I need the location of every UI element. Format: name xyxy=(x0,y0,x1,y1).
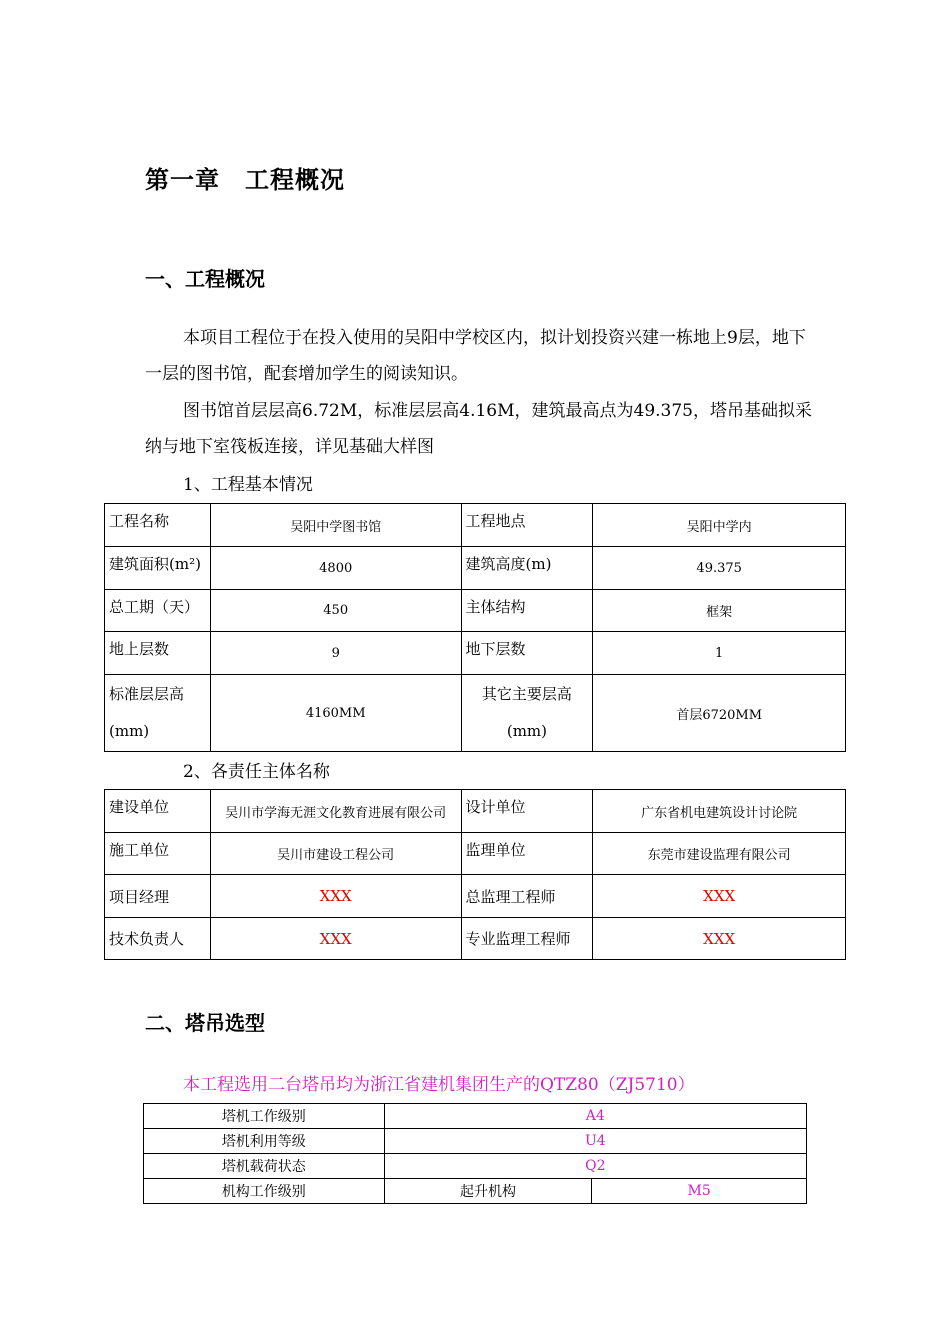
table-cell: XXX xyxy=(210,875,461,918)
table-cell: 吴阳中学图书馆 xyxy=(210,504,461,547)
table-row xyxy=(144,1129,807,1154)
table-row xyxy=(105,547,846,590)
table-cell: 450 xyxy=(210,590,461,632)
table-cell: 塔机载荷状态 xyxy=(144,1154,385,1179)
cell-line: 标准层层高 xyxy=(109,685,185,703)
table-cell: U4 xyxy=(384,1129,806,1154)
cell-line: (mm) xyxy=(109,722,150,740)
table-cell: 专业监理工程师 xyxy=(461,918,593,960)
table-cell: XXX xyxy=(593,918,846,960)
table-row xyxy=(105,675,846,752)
table-cell: Q2 xyxy=(384,1154,806,1179)
table-cell: 塔机利用等级 xyxy=(144,1129,385,1154)
table-row xyxy=(144,1104,807,1129)
table-cell: 总监理工程师 xyxy=(461,875,593,918)
section-title-tower-crane: 二、塔吊选型 xyxy=(145,1011,265,1035)
table-cell: 设计单位 xyxy=(461,790,593,833)
tower-crane-intro: 本工程选用二台塔吊均为浙江省建机集团生产的QTZ80（ZJ5710） xyxy=(183,1075,695,1095)
table-cell: 49.375 xyxy=(593,547,846,590)
table-cell: 地下层数 xyxy=(461,632,593,675)
table-cell: XXX xyxy=(593,875,846,918)
table-cell: 框架 xyxy=(593,590,846,632)
table-cell: 吴川市学海无涯文化教育进展有限公司 xyxy=(210,790,461,833)
table-cell xyxy=(461,675,593,752)
table-row xyxy=(105,833,846,875)
table-cell: 施工单位 xyxy=(105,833,211,875)
table-row xyxy=(105,918,846,960)
table-cell: 工程地点 xyxy=(461,504,593,547)
table-cell xyxy=(105,675,211,752)
table-cell: 建设单位 xyxy=(105,790,211,833)
table-cell: 4160MM xyxy=(210,675,461,752)
table-cell: 塔机工作级别 xyxy=(144,1104,385,1129)
table-cell: 监理单位 xyxy=(461,833,593,875)
tower-crane-spec-table xyxy=(143,1103,807,1204)
table-row xyxy=(105,590,846,632)
subsection-title-basic-info: 1、工程基本情况 xyxy=(183,475,313,495)
chapter-title: 第一章 工程概况 xyxy=(145,166,345,194)
table-cell: 技术负责人 xyxy=(105,918,211,960)
basic-info-table xyxy=(104,503,846,752)
table-cell: A4 xyxy=(384,1104,806,1129)
section-title-overview: 一、工程概况 xyxy=(145,267,265,291)
table-row xyxy=(144,1179,807,1204)
cell-line: (mm) xyxy=(506,722,547,740)
table-row xyxy=(105,504,846,547)
subsection-title-responsible-parties: 2、各责任主体名称 xyxy=(183,762,330,782)
table-cell: 吴川市建设工程公司 xyxy=(210,833,461,875)
table-cell: 总工期（天） xyxy=(105,590,211,632)
table-cell: 9 xyxy=(210,632,461,675)
overview-paragraph-2: 图书馆首层层高6.72M，标准层层高4.16M，建筑最高点为49.375，塔吊基础拟采纳与地下室筏板连接，详见基础大样图 xyxy=(145,401,812,457)
table-cell: M5 xyxy=(592,1179,807,1204)
table-cell: XXX xyxy=(210,918,461,960)
responsible-parties-table xyxy=(104,789,846,960)
table-cell: 地上层数 xyxy=(105,632,211,675)
cell-line: 其它主要层高 xyxy=(481,685,572,703)
table-cell: 机构工作级别 xyxy=(144,1179,385,1204)
table-cell: 起升机构 xyxy=(384,1179,592,1204)
overview-paragraph-1: 本项目工程位于在投入使用的吴阳中学校区内，拟计划投资兴建一栋地上9层，地下一层的图书馆，配套增加学生的阅读知识。 xyxy=(145,328,806,384)
table-cell: 主体结构 xyxy=(461,590,593,632)
table-row xyxy=(105,790,846,833)
table-cell: 首层6720MM xyxy=(593,675,846,752)
table-cell: 广东省机电建筑设计讨论院 xyxy=(593,790,846,833)
table-cell: 1 xyxy=(593,632,846,675)
table-cell: 东莞市建设监理有限公司 xyxy=(593,833,846,875)
table-cell: 吴阳中学内 xyxy=(593,504,846,547)
table-row xyxy=(144,1154,807,1179)
table-row xyxy=(105,875,846,918)
table-cell: 建筑面积(m²) xyxy=(105,547,211,590)
table-cell: 项目经理 xyxy=(105,875,211,918)
table-cell: 建筑高度(m) xyxy=(461,547,593,590)
table-row xyxy=(105,632,846,675)
table-cell: 4800 xyxy=(210,547,461,590)
table-cell: 工程名称 xyxy=(105,504,211,547)
